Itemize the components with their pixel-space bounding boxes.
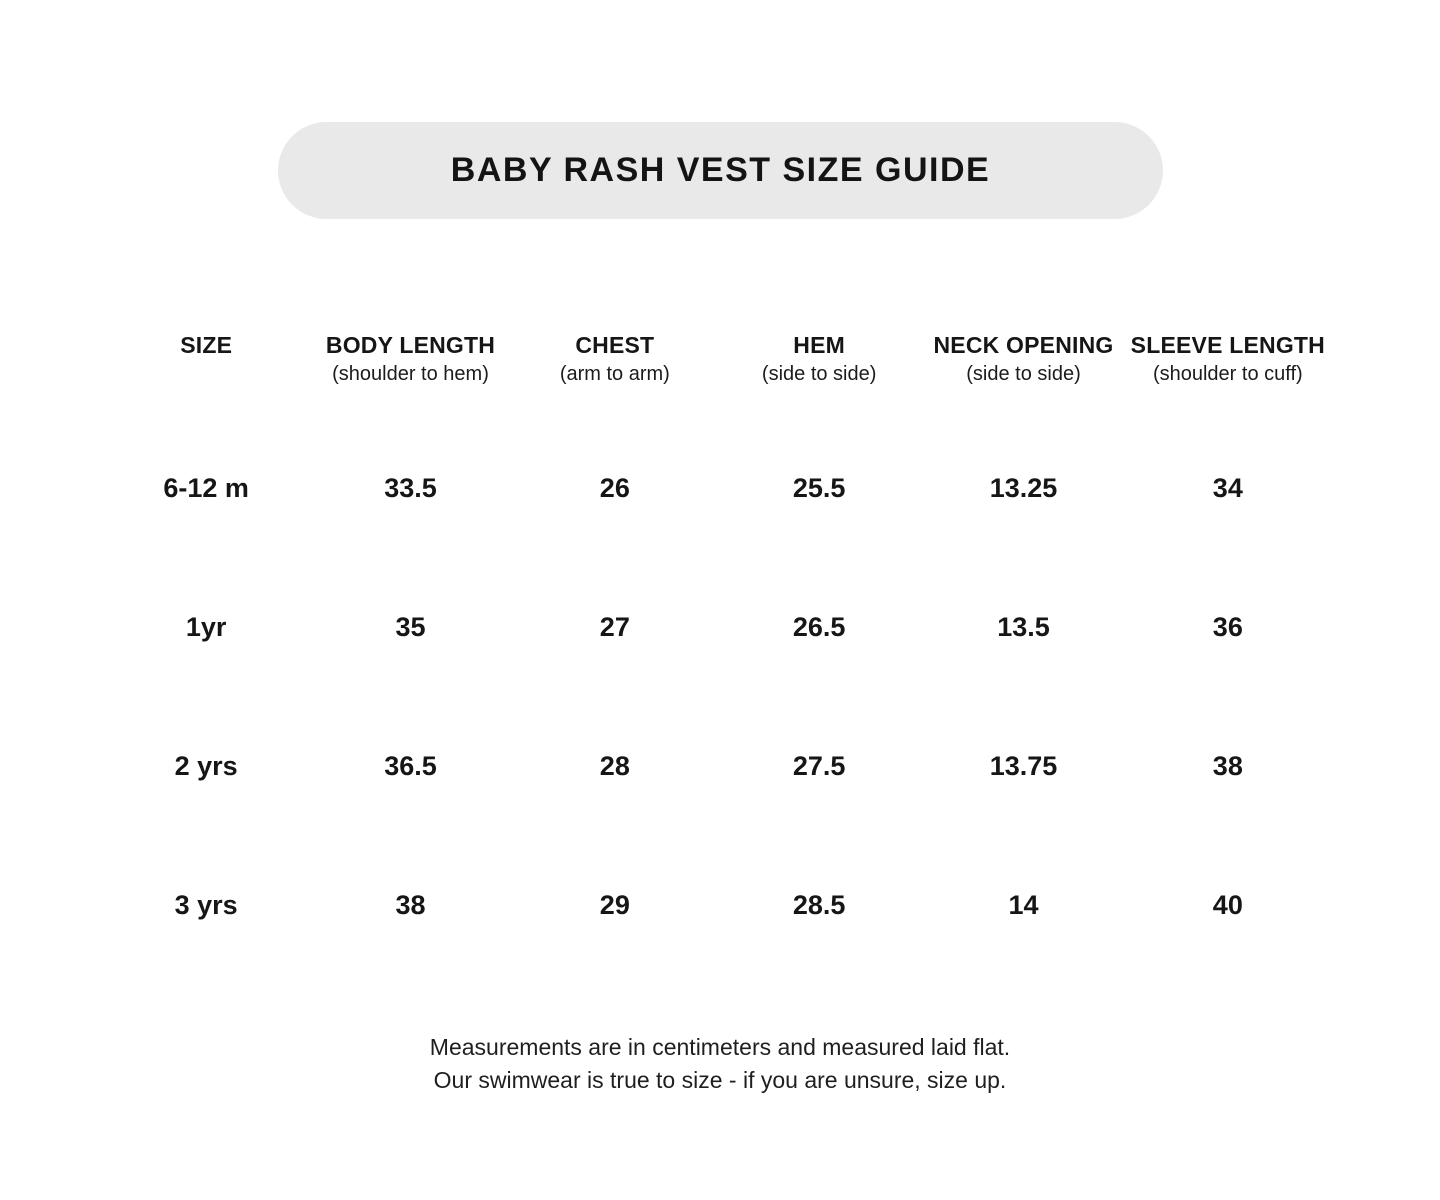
footer-line-2: Our swimwear is true to size - if you are unsure, size up. xyxy=(433,1067,1007,1093)
column-header-chest xyxy=(513,331,717,419)
column-header-label: BODY LENGTH xyxy=(325,332,496,358)
row-label: 6-12 m xyxy=(163,473,249,503)
column-header-label: SLEEVE LENGTH xyxy=(1130,332,1325,358)
footer-line-1: Measurements are in centimeters and measured laid flat. xyxy=(429,1034,1011,1060)
table-cell: 27.5 xyxy=(792,751,846,781)
table-cell: 28 xyxy=(599,751,630,781)
title-pill xyxy=(278,122,1163,219)
table-cell: 27 xyxy=(599,612,630,642)
table-cell: 26 xyxy=(599,473,630,503)
table-cell: 13.5 xyxy=(997,612,1050,642)
column-header-label: SIZE xyxy=(180,332,233,358)
table-cell: 26.5 xyxy=(792,612,846,642)
column-header-label: NECK OPENING xyxy=(933,332,1114,358)
column-header-sublabel: (shoulder to hem) xyxy=(332,363,489,385)
row-label: 3 yrs xyxy=(174,890,238,920)
table-cell: 34 xyxy=(1212,473,1243,503)
table-cell: 29 xyxy=(599,890,630,920)
column-header-size xyxy=(104,331,308,419)
column-header-body-length xyxy=(308,331,512,419)
footer-note xyxy=(0,1031,1440,1097)
column-header-label: HEM xyxy=(793,332,846,358)
table-cell: 38 xyxy=(1212,751,1243,781)
row-label: 2 yrs xyxy=(174,751,238,781)
table-cell: 13.75 xyxy=(989,751,1058,781)
page-title: BABY RASH VEST SIZE GUIDE xyxy=(450,151,991,189)
table-cell: 36.5 xyxy=(384,751,437,781)
column-header-sublabel: (shoulder to cuff) xyxy=(1152,363,1303,385)
column-header-label: CHEST xyxy=(575,332,655,358)
table-cell: 33.5 xyxy=(384,473,437,503)
table-cell: 40 xyxy=(1212,890,1243,920)
table-cell: 14 xyxy=(1008,890,1039,920)
table-cell: 35 xyxy=(395,612,426,642)
column-header-sublabel: (side to side) xyxy=(761,363,877,385)
table-cell: 25.5 xyxy=(792,473,846,503)
size-guide-table xyxy=(104,331,1330,975)
table-cell: 38 xyxy=(395,890,426,920)
table-cell: 36 xyxy=(1212,612,1243,642)
table-cell: 13.25 xyxy=(989,473,1058,503)
column-header-hem xyxy=(717,331,921,419)
column-header-sleeve-length xyxy=(1126,331,1330,419)
row-label: 1yr xyxy=(185,612,227,642)
column-header-sublabel: (arm to arm) xyxy=(559,363,670,385)
table-cell: 28.5 xyxy=(792,890,846,920)
column-header-neck-opening xyxy=(921,331,1125,419)
column-header-sublabel: (side to side) xyxy=(966,363,1081,385)
